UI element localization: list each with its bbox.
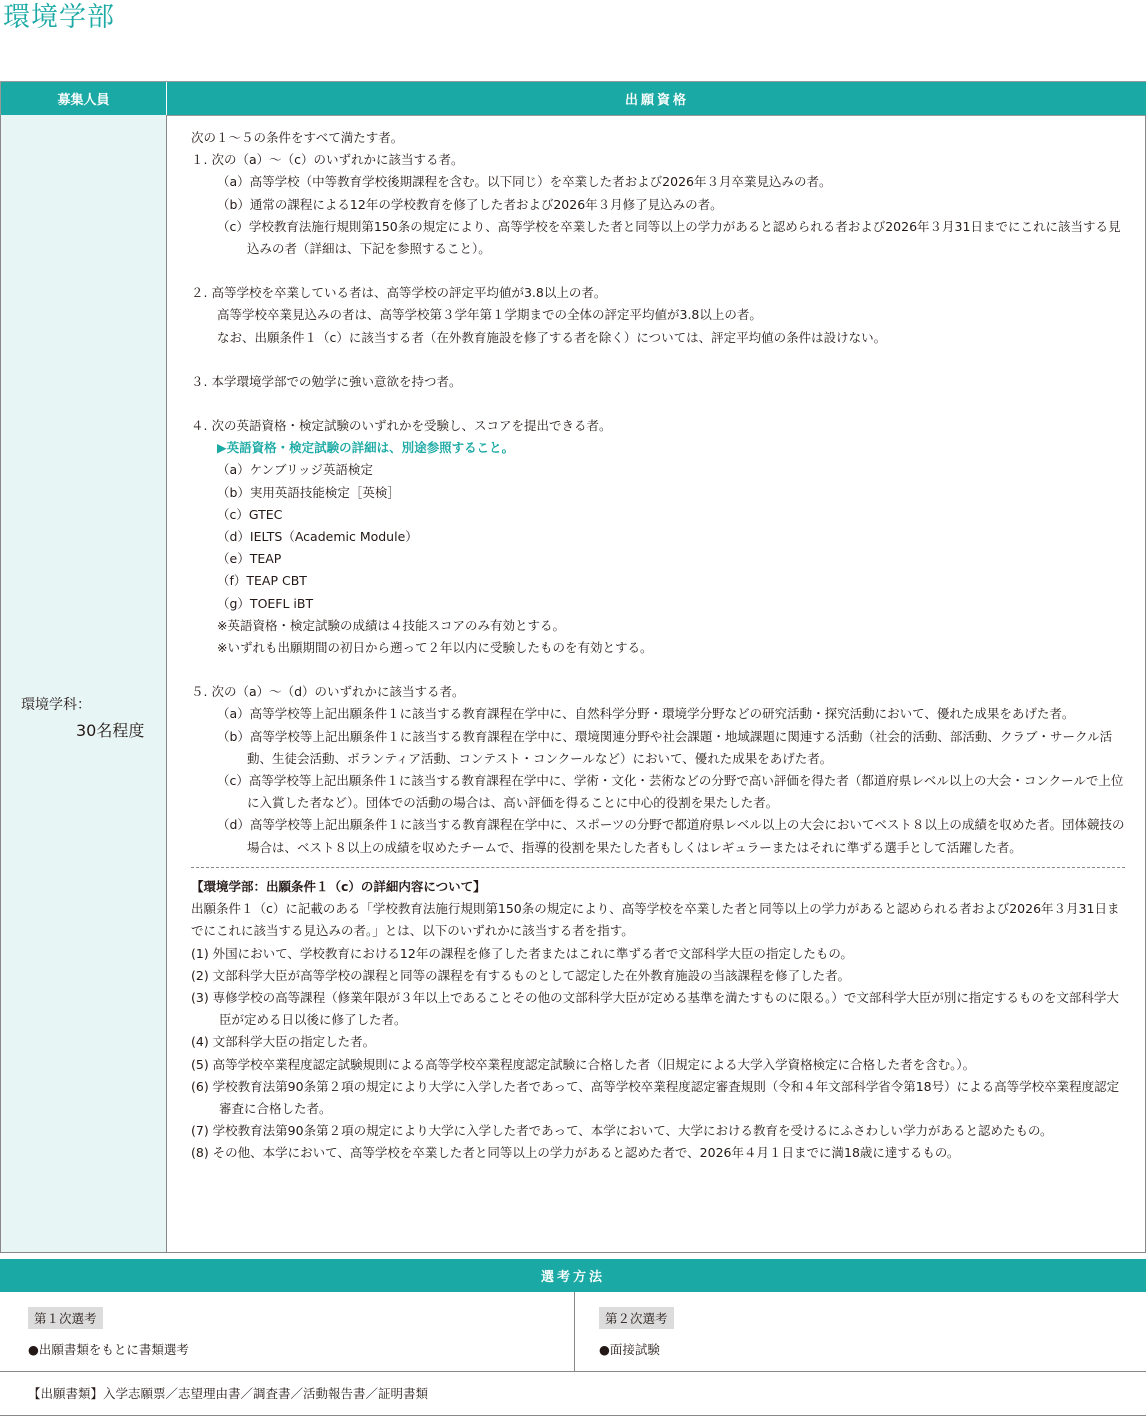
application-documents: 【出願書類】入学志願票／志望理由書／調査書／活動報告書／証明書類 bbox=[28, 1386, 429, 1401]
page-title: 環境学部 bbox=[3, 2, 115, 33]
table-body-row bbox=[0, 115, 1146, 1253]
qualification-cell bbox=[191, 127, 1125, 1165]
exam-item: （c）GTEC bbox=[217, 506, 283, 522]
first-selection bbox=[0, 1292, 575, 1371]
detail-item: (8) その他、本学において、高等学校を卒業した者と同等以上の学力があると認めた者で、2026年４月１日までに満18歳に達するもの。 bbox=[191, 1145, 960, 1161]
cond5-b: （b）高等学校等上記出願条件１に該当する教育課程在学中に、環境関連分野や社会課題・地域課題に関連する活動（社会的活動、部活動、クラブ・サークル活動、生徒会活動、ボランティア活動、コンテスト・コンクールなど）において、優れた成果をあげた者。 bbox=[217, 728, 1113, 766]
detail-title: 【環境学部：出願条件１（c）の詳細内容について】 bbox=[191, 878, 486, 894]
cond3-title: ３. 本学環境学部での勉学に強い意欲を持つ者。 bbox=[191, 373, 462, 389]
detail-intro: 出願条件１（c）に記載のある「学校教育法施行規則第150条の規定により、高等学校を卒業した者と同等以上の学力があると認められる者および2026年３月31日までにこれに該当する見込みの者。」とは、以下のいずれかに該当する者を指す。 bbox=[191, 901, 1120, 939]
second-selection bbox=[575, 1292, 1146, 1371]
detail-item: (6) 学校教育法第90条第２項の規定により大学に入学した者であって、高等学校卒業程度認定審査規則（令和４年文部科学省令第18号）による高等学校卒業程度認定審査に合格した者。 bbox=[191, 1078, 1120, 1116]
selection-body bbox=[0, 1292, 1146, 1372]
cond2-line3: なお、出願条件１（c）に該当する者（在外教育施設を修了する者を除く）については、評定平均値の条件は設けない。 bbox=[217, 329, 887, 345]
detail-item: (1) 外国において、学校教育における12年の課程を修了した者またはこれに準ずる者で文部科学大臣の指定したもの。 bbox=[191, 945, 853, 961]
cond4-note2: ※いずれも出願期間の初日から遡って２年以内に受験したものを有効とする。 bbox=[217, 640, 653, 656]
detail-item: (4) 文部科学大臣の指定した者。 bbox=[191, 1034, 376, 1050]
cond4-title: ４. 次の英語資格・検定試験のいずれかを受験し、スコアを提出できる者。 bbox=[191, 418, 612, 434]
detail-item: (7) 学校教育法第90条第２項の規定により大学に入学した者であって、本学において、大学における教育を受けるにふさわしい学力があると認めたもの。 bbox=[191, 1123, 1053, 1139]
cond2-line2: 高等学校卒業見込みの者は、高等学校第３学年第１学期までの全体の評定平均値が3.8以上の者。 bbox=[217, 307, 762, 323]
cond5-c: （c）高等学校等上記出願条件１に該当する教育課程在学中に、学術・文化・芸術などの分野で高い評価を得た者（都道府県レベル以上の大会・コンクールで上位に入賞した者など）。団体での活動の場合は、高い評価を得ることに中心的役割を果たした者。 bbox=[217, 773, 1124, 811]
qualification-table bbox=[0, 81, 1146, 116]
cond1-title: １. 次の（a）～（c）のいずれかに該当する者。 bbox=[191, 152, 464, 168]
first-selection-tag: 第１次選考 bbox=[28, 1307, 103, 1329]
cond5-d: （d）高等学校等上記出願条件１に該当する教育課程在学中に、スポーツの分野で都道府県レベル以上の大会においてベスト８以上の成績を収めた者。団体競技の場合は、ベスト８以上の成績を収めたチームで、指導的役割を果たした者もしくはレギュラーまたはそれに準ずる選手として活躍した者。 bbox=[217, 817, 1125, 855]
first-selection-item: ●出願書類をもとに書類選考 bbox=[28, 1342, 189, 1357]
detail-item: (5) 高等学校卒業程度認定試験規則による高等学校卒業程度認定試験に合格した者（旧規定による大学入学資格検定に合格した者を含む。）。 bbox=[191, 1056, 976, 1072]
exam-item: （b）実用英語技能検定［英検］ bbox=[217, 484, 400, 500]
header-qualification: 出願資格 bbox=[624, 93, 689, 108]
exam-item: （e）TEAP bbox=[217, 551, 282, 567]
intro-text: 次の１～５の条件をすべて満たす者。 bbox=[191, 130, 404, 145]
cond5-a: （a）高等学校等上記出願条件１に該当する教育課程在学中に、自然科学分野・環境学分野などの研究活動・探究活動において、優れた成果をあげた者。 bbox=[217, 706, 1075, 722]
exam-item: （a）ケンブリッジ英語検定 bbox=[217, 462, 374, 478]
header-capacity: 募集人員 bbox=[1, 82, 167, 115]
cond1-a: （a）高等学校（中等教育学校後期課程を含む。以下同じ）を卒業した者および2026年３月卒業見込みの者。 bbox=[217, 174, 832, 190]
exam-item: （d）IELTS（Academic Module） bbox=[217, 529, 418, 545]
cond2-title: ２. 高等学校を卒業している者は、高等学校の評定平均値が3.8以上の者。 bbox=[191, 285, 607, 301]
dept-label: 環境学科： bbox=[21, 697, 91, 713]
cond5-title: ５. 次の（a）～（d）のいずれかに該当する者。 bbox=[191, 684, 465, 700]
selection-header: 選考方法 bbox=[0, 1259, 1146, 1292]
exam-item: （g）TOEFL iBT bbox=[217, 595, 314, 611]
dept-capacity: 30名程度 bbox=[76, 721, 145, 740]
second-selection-tag: 第２次選考 bbox=[599, 1307, 674, 1329]
exam-item: （f）TEAP CBT bbox=[217, 573, 307, 589]
cond1-c: （c）学校教育法施行規則第150条の規定により、高等学校を卒業した者と同等以上の学力があると認められる者および2026年３月31日までにこれに該当する見込みの者（詳細は、下記を参照すること）。 bbox=[217, 218, 1121, 257]
detail-item: (2) 文部科学大臣が高等学校の課程と同等の課程を有するものとして認定した在外教育施設の当該課程を修了した者。 bbox=[191, 967, 851, 983]
second-selection-item: ●面接試験 bbox=[599, 1342, 660, 1357]
divider bbox=[191, 867, 1125, 868]
table-header-row bbox=[1, 82, 1146, 115]
cond4-note1: ※英語資格・検定試験の成績は４技能スコアのみ有効とする。 bbox=[217, 617, 565, 633]
bottom-divider bbox=[0, 1415, 1146, 1416]
detail-item: (3) 専修学校の高等課程（修業年限が３年以上であることその他の文部科学大臣が定める基準を満たすものに限る。）で文部科学大臣が別に指定するものを文部科学大臣が定める日以後に修了した者。 bbox=[191, 989, 1119, 1028]
capacity-cell bbox=[1, 115, 167, 1252]
cond1-b: （b）通常の課程による12年の学校教育を修了した者および2026年３月修了見込みの者。 bbox=[217, 196, 723, 212]
cond4-accent-note: ▶英語資格・検定試験の詳細は、別途参照すること。 bbox=[217, 440, 515, 456]
